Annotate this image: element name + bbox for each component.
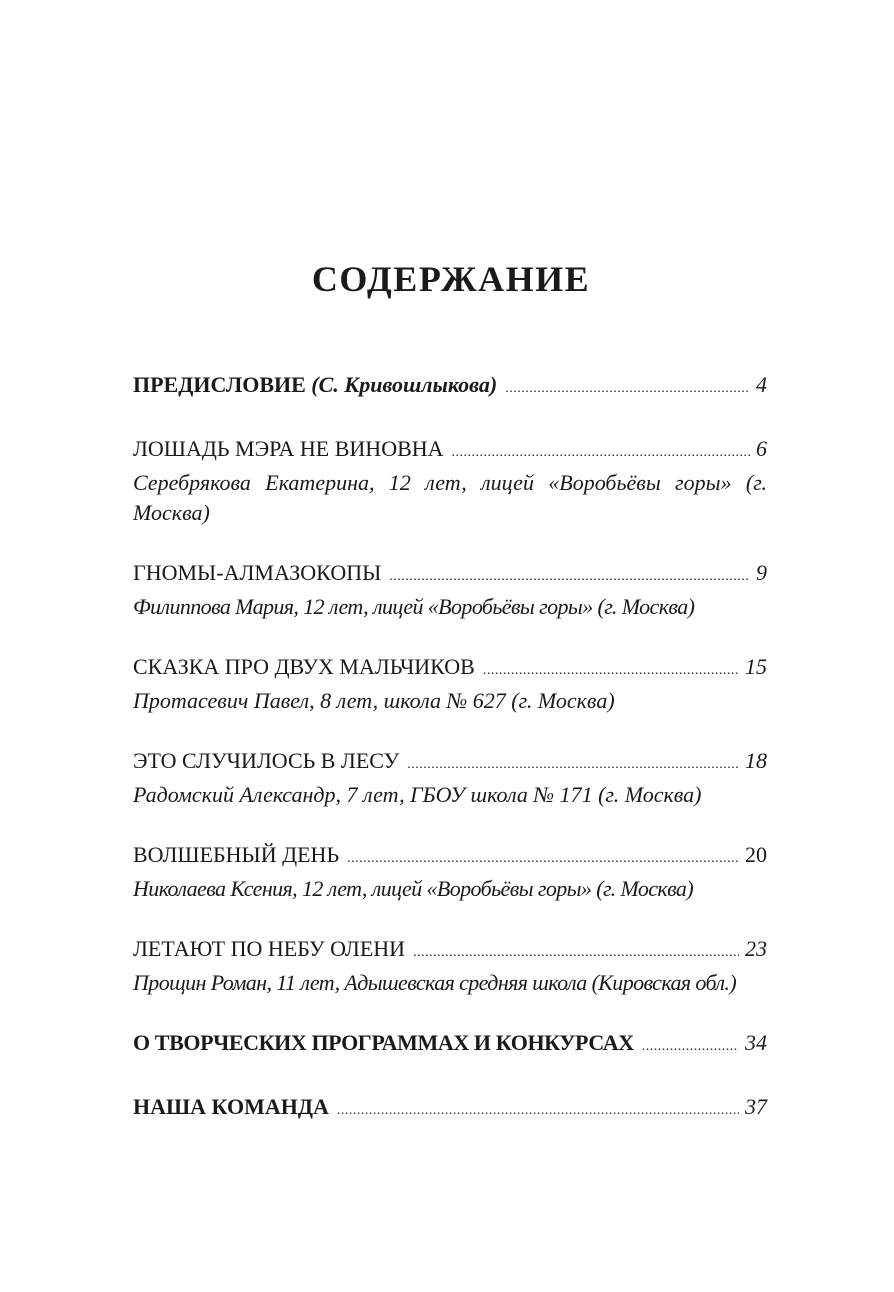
toc-entry-line (133, 434, 767, 468)
toc-entry-line (133, 370, 767, 404)
toc-entry-section (133, 1028, 767, 1062)
toc-page-number: 6 (756, 436, 767, 461)
toc-entry-story (133, 746, 767, 810)
toc-page-number: 34 (745, 1030, 767, 1055)
toc-entry-author: Николаева Ксения, 12 лет, лицей «Воробьёвы горы» (г. Москва) (133, 876, 694, 901)
dot-leader (642, 1032, 739, 1062)
dot-leader (413, 938, 739, 968)
toc-page-number: 23 (745, 936, 767, 961)
toc-entry-title: ГНОМЫ-АЛМАЗОКОПЫ (133, 560, 382, 585)
toc-page-number: 37 (745, 1094, 767, 1119)
toc-entry-story (133, 652, 767, 716)
toc-page-number: 4 (756, 372, 767, 397)
dot-leader (407, 750, 739, 780)
toc-entry-author: Филиппова Мария, 12 лет, лицей «Воробьёвы горы» (г. Москва) (133, 594, 695, 619)
toc-entry-section (133, 1092, 767, 1126)
toc-entry-title: НАША КОМАНДА (133, 1094, 329, 1119)
toc-entry-author: Серебрякова Екатерина, 12 лет, лицей «Воробьёвы горы» (г. Москва) (133, 470, 767, 525)
dot-leader (483, 656, 739, 686)
toc-entry-story (133, 434, 767, 528)
table-of-contents (133, 370, 767, 1126)
toc-entry-author: Протасевич Павел, 8 лет, школа № 627 (г. Москва) (133, 688, 615, 713)
toc-entry-story (133, 558, 767, 622)
toc-entry-title: ПРЕДИСЛОВИЕ (133, 372, 306, 397)
toc-entry-heading-author: (С. Кривошлыкова) (311, 372, 498, 397)
toc-entry-title: ЛОШАДЬ МЭРА НЕ ВИНОВНА (133, 436, 444, 461)
dot-leader (389, 562, 750, 592)
toc-page-number: 20 (745, 842, 767, 867)
toc-entry-line (133, 1092, 767, 1126)
dot-leader (452, 438, 750, 468)
dot-leader (505, 374, 750, 404)
toc-entry-title: ВОЛШЕБНЫЙ ДЕНЬ (133, 842, 340, 867)
toc-entry-title: О ТВОРЧЕСКИХ ПРОГРАММАХ И КОНКУРСАХ (133, 1030, 634, 1055)
dot-leader (337, 1096, 739, 1126)
toc-entry-line (133, 652, 767, 686)
dot-leader (347, 844, 739, 874)
page-title: СОДЕРЖАНИЕ (311, 259, 591, 299)
toc-entry-heading (133, 370, 497, 400)
toc-entry-story (133, 934, 767, 998)
toc-entry-line (133, 1028, 767, 1062)
toc-entry-line (133, 934, 767, 968)
toc-entry-preface (133, 370, 767, 404)
toc-entry-line (133, 840, 767, 874)
toc-page-number: 18 (745, 748, 767, 773)
toc-entry-story (133, 840, 767, 904)
toc-entry-author: Прощин Роман, 11 лет, Адышевская средняя школа (Кировская обл.) (133, 970, 737, 995)
toc-entry-title: ЛЕТАЮТ ПО НЕБУ ОЛЕНИ (133, 936, 406, 961)
toc-entry-title: ЭТО СЛУЧИЛОСЬ В ЛЕСУ (133, 748, 400, 773)
toc-entry-title: СКАЗКА ПРО ДВУХ МАЛЬЧИКОВ (133, 654, 475, 679)
toc-page-number: 15 (745, 654, 767, 679)
toc-entry-author: Радомский Александр, 7 лет, ГБОУ школа № 171 (г. Москва) (133, 782, 702, 807)
toc-page-number: 9 (756, 560, 767, 585)
toc-entry-line (133, 746, 767, 780)
toc-entry-line (133, 558, 767, 592)
